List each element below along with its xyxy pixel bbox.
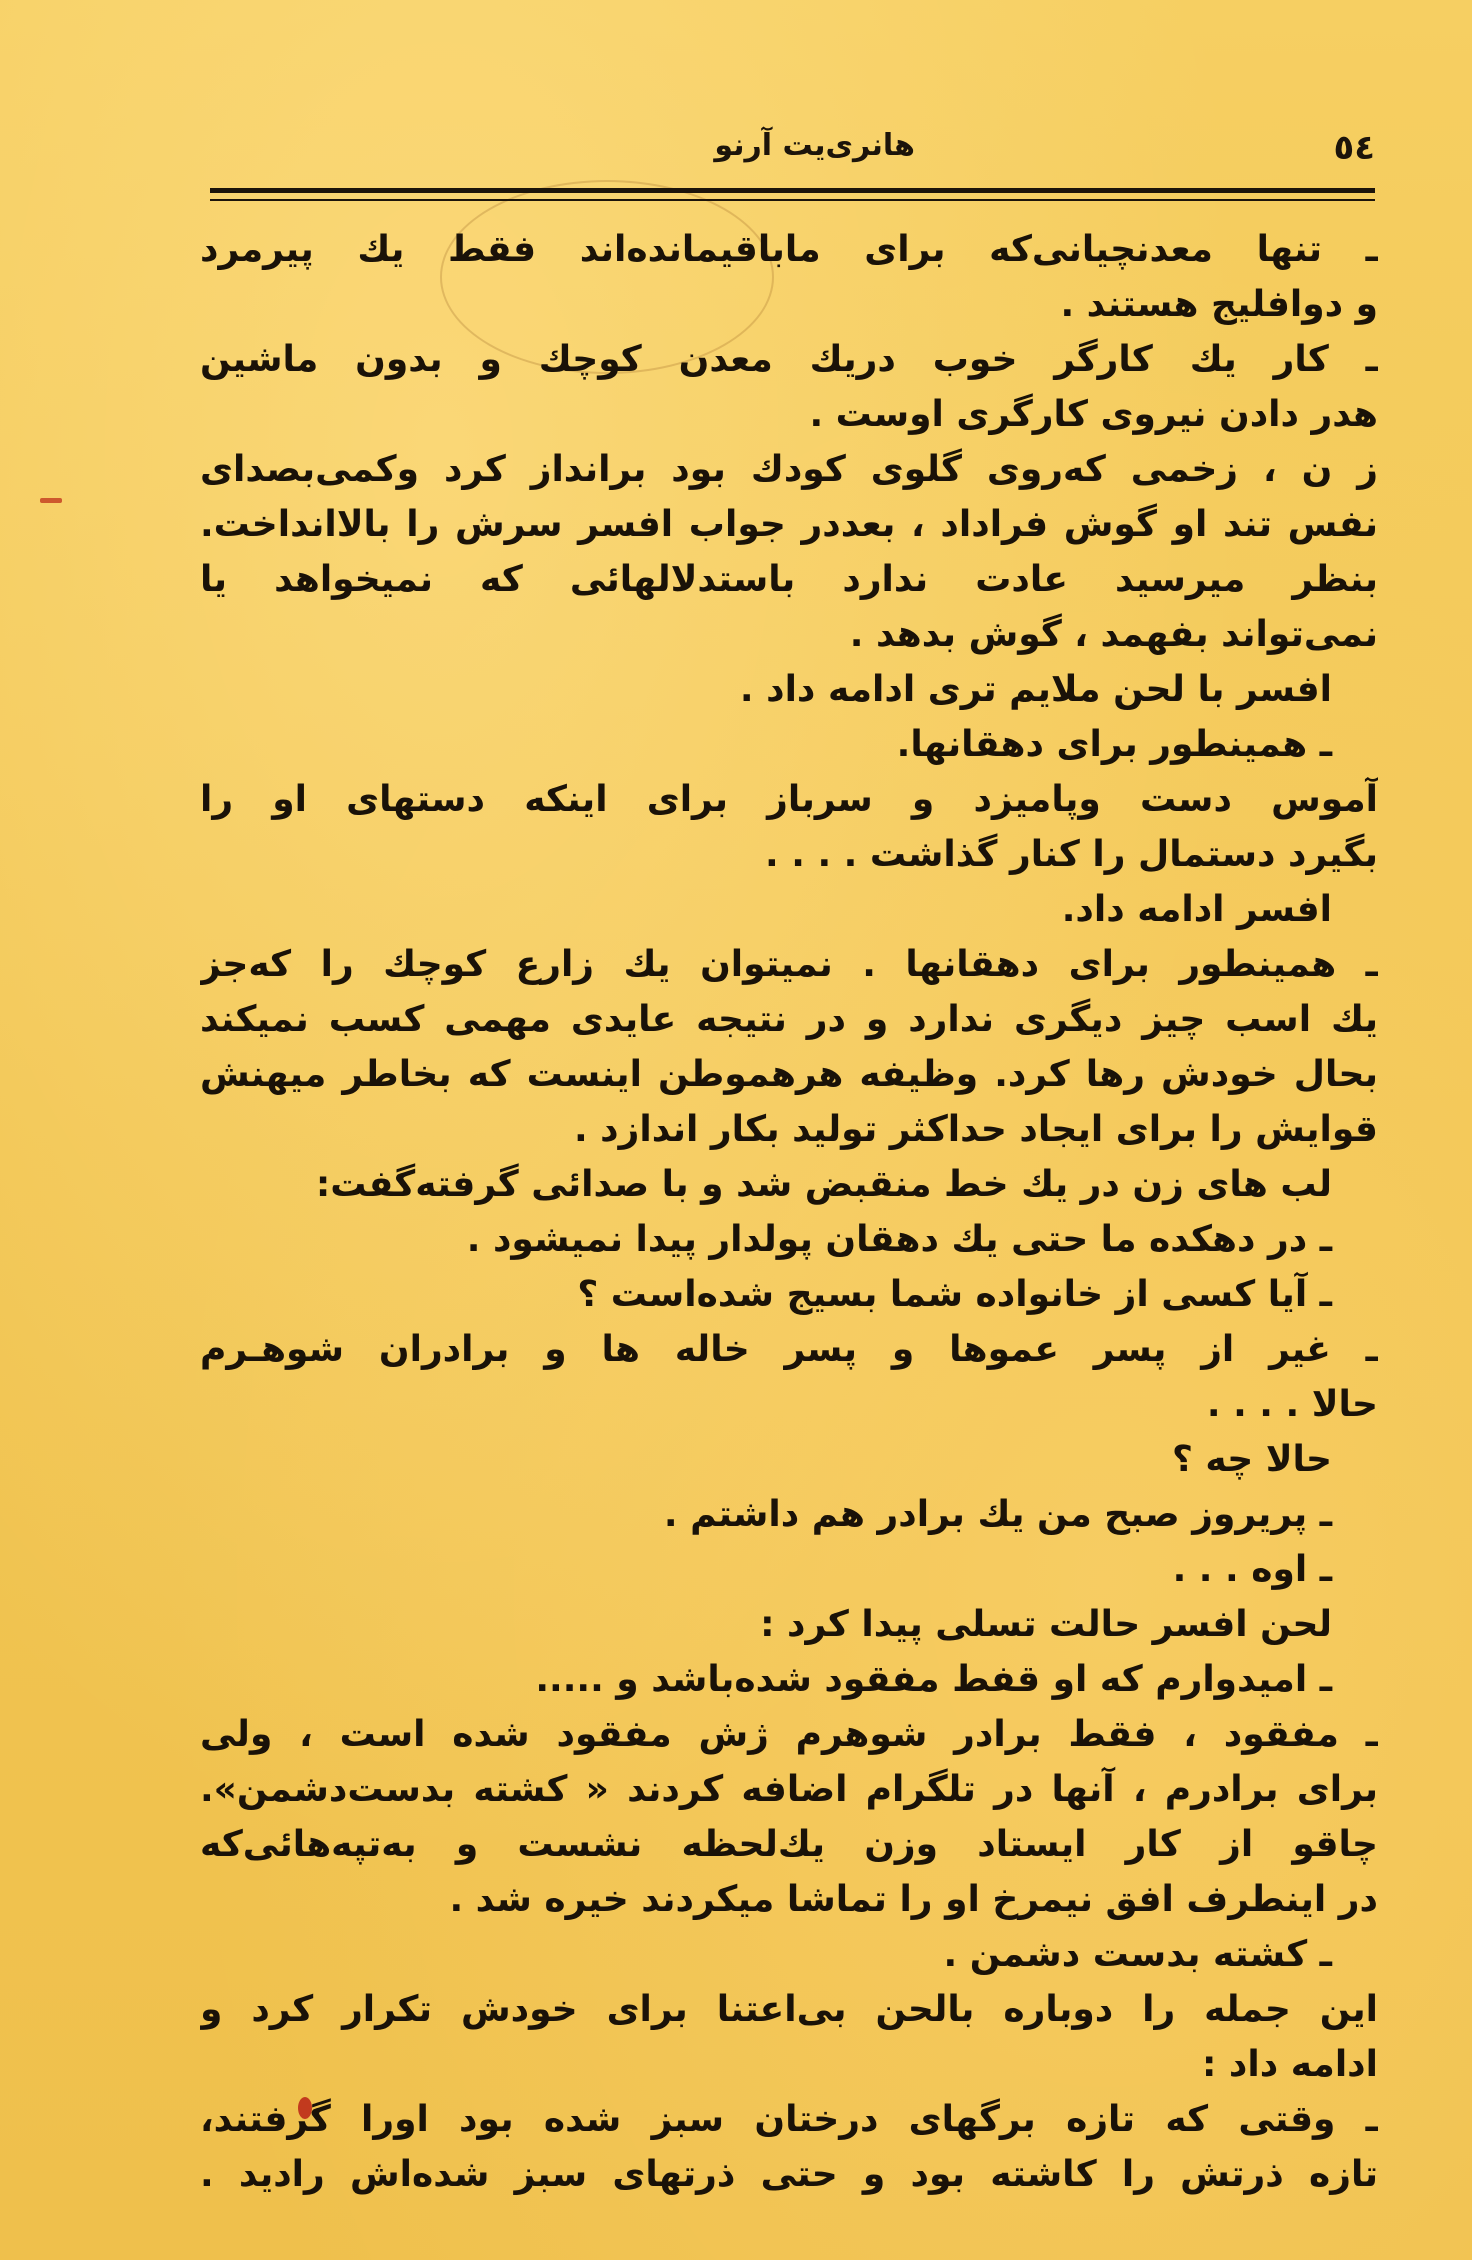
text-line: این جمله را دوباره بالحن بی‌اعتنا برای خودش تکرار کرد و bbox=[200, 1989, 1378, 2030]
text-line: حالا . . . . bbox=[1206, 1384, 1378, 1425]
text-line: ـ وقتی که تازه برگهای درختان سبز شده بود اورا گرفتند، bbox=[200, 2099, 1378, 2140]
text-line: هدر دادن نیروی کارگری اوست . bbox=[809, 394, 1378, 435]
text-line: لحن افسر حالت تسلی پیدا کرد : bbox=[760, 1604, 1332, 1645]
text-line: ـ اوه . . . bbox=[1172, 1549, 1332, 1590]
text-line: ـ کشته بدست دشمن . bbox=[943, 1934, 1332, 1975]
running-title: هانری‌یت آرنو bbox=[714, 128, 915, 163]
header-rule-thin bbox=[210, 199, 1375, 201]
text-line: ـ تنها معدنچیانی‌که برای ماباقیمانده‌اند فقط یك پیرمرد bbox=[200, 229, 1378, 270]
text-line: ـ آیا کسی از خانواده شما بسیج شده‌است ؟ bbox=[577, 1274, 1332, 1315]
page-header bbox=[210, 128, 1375, 178]
text-line: تازه ذرتش را کاشته بود و حتی ذرتهای سبز شده‌اش رادید . bbox=[200, 2154, 1378, 2195]
page-number: ٥٤ bbox=[1333, 128, 1375, 168]
text-line: لب های زن در یك خط منقبض شد و با صدائی گرفته‌گفت: bbox=[315, 1164, 1332, 1205]
text-line: بنظر میرسید عادت ندارد باستدلالهائی که نمیخواهد یا bbox=[200, 559, 1378, 600]
text-line: در اینطرف افق نیمرخ او را تماشا میکردند خیره شد . bbox=[449, 1879, 1378, 1920]
text-line: نمی‌تواند بفهمد ، گوش بدهد . bbox=[849, 614, 1378, 655]
text-line: ـ غیر از پسر عموها و پسر خاله ها و برادران شوهـرم bbox=[200, 1329, 1378, 1370]
red-ink-mark bbox=[40, 498, 62, 503]
text-line: قوایش را برای ایجاد حداکثر تولید بکار اندازد . bbox=[573, 1109, 1378, 1150]
text-line: افسر ادامه داد. bbox=[1061, 889, 1332, 930]
text-line: نفس تند او گوش فراداد ، بعددر جواب افسر سرش را بالاانداخت. bbox=[200, 504, 1378, 545]
text-line: ـ همینطور برای دهقانها. bbox=[896, 724, 1332, 765]
text-line: بگیرد دستمال را کنار گذاشت . . . . bbox=[765, 834, 1378, 875]
text-line: چاقو از کار ایستاد وزن یك‌لحظه نشست و به‌تپه‌هائی‌که bbox=[200, 1824, 1378, 1865]
text-line: بحال خودش رها کرد. وظیفه هرهموطن اینست که بخاطر میهنش bbox=[200, 1054, 1378, 1095]
text-line: افسر با لحن ملایم تری ادامه داد . bbox=[739, 669, 1332, 710]
text-line: ـ در دهکده ما حتی یك دهقان پولدار پیدا نمیشود . bbox=[466, 1219, 1332, 1260]
text-line: ـ امیدوارم که او قفط مفقود شده‌باشد و ..... bbox=[535, 1659, 1332, 1700]
text-line: برای برادرم ، آنها در تلگرام اضافه کردند « کشته بدست‌دشمن». bbox=[200, 1769, 1378, 1810]
text-line: ـ مفقود ، فقط برادر شوهرم ژش مفقود شده است ، ولی bbox=[200, 1714, 1378, 1755]
text-line: ـ کار یك کارگر خوب دریك معدن کوچك و بدون ماشین bbox=[200, 339, 1378, 380]
text-line: ـ پریروز صبح من یك برادر هم داشتم . bbox=[663, 1494, 1332, 1535]
text-line: حالا چه ؟ bbox=[1172, 1439, 1332, 1480]
text-line: یك اسب چیز دیگری ندارد و در نتیجه عایدی مهمی کسب نمیکند bbox=[200, 999, 1378, 1040]
text-line: ـ همینطور برای دهقانها . نمیتوان یك زارع کوچك را که‌جز bbox=[200, 944, 1378, 985]
text-line: ز ن ، زخمی که‌روی گلوی کودك بود برانداز کرد وکمی‌بصدای bbox=[200, 449, 1378, 490]
text-line: آموس دست وپامیزد و سرباز برای اینکه دستهای او را bbox=[200, 779, 1378, 820]
body-text bbox=[200, 222, 1378, 2202]
header-rule-thick bbox=[210, 188, 1375, 193]
text-line: و دوافلیج هستند . bbox=[1060, 284, 1378, 325]
text-line: ادامه داد : bbox=[1201, 2044, 1378, 2085]
